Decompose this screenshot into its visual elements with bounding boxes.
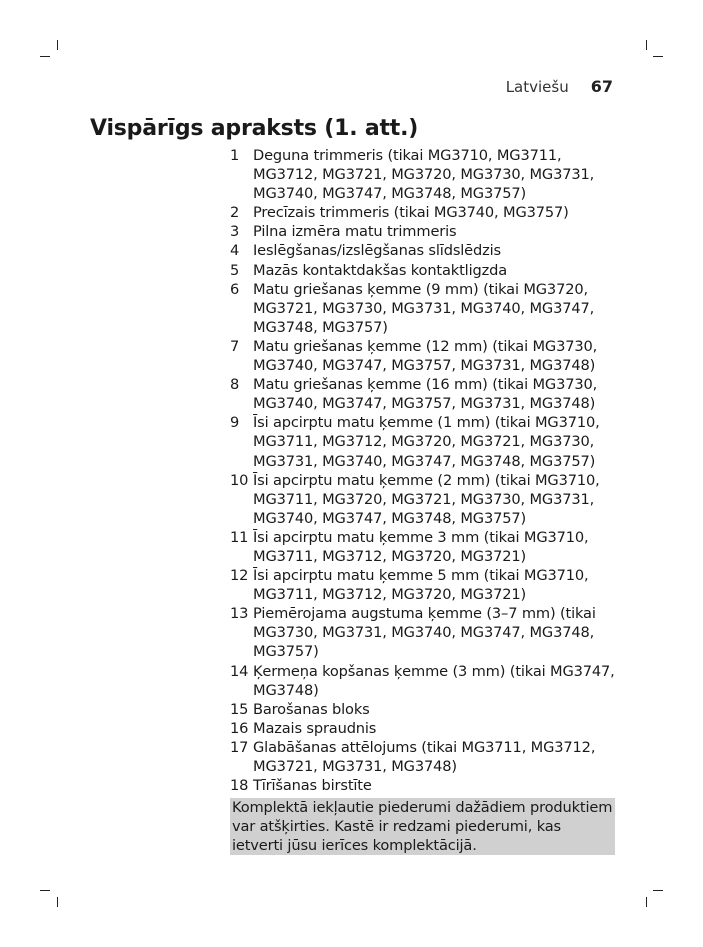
- item-text: Mazais spraudnis: [253, 719, 377, 737]
- list-item: [230, 471, 618, 528]
- item-number: 16: [230, 719, 249, 737]
- crop-mark: [653, 890, 663, 891]
- section-title: Vispārīgs apraksts (1. att.): [90, 116, 419, 141]
- crop-mark: [646, 897, 647, 907]
- list-item: [230, 776, 618, 795]
- item-text: Mazās kontaktdakšas kontaktligzda: [253, 261, 508, 279]
- crop-mark: [40, 890, 50, 891]
- item-text: Deguna trimmeris (tikai MG3710, MG3711, MG3712, MG3721, MG3720, MG3730, MG3731, MG3740, MG3747, MG3748, MG3757): [253, 147, 595, 203]
- item-text: Tīrīšanas birstīte: [253, 777, 372, 795]
- list-item: [230, 261, 618, 280]
- item-number: 11: [230, 528, 249, 546]
- item-number: 12: [230, 567, 249, 585]
- item-number: 13: [230, 605, 249, 623]
- list-item: [230, 413, 618, 470]
- item-text: Īsi apcirptu matu ķemme (2 mm) (tikai MG3710, MG3711, MG3720, MG3721, MG3730, MG3731, MG3740, MG3747, MG3748, MG3757): [253, 471, 600, 527]
- crop-mark: [57, 40, 58, 50]
- item-number: 7: [230, 337, 240, 355]
- item-number: 8: [230, 376, 240, 394]
- list-item: [230, 146, 618, 203]
- item-text: Glabāšanas attēlojums (tikai MG3711, MG3712, MG3721, MG3731, MG3748): [253, 738, 596, 775]
- item-text: Piemērojama augstuma ķemme (3–7 mm) (tikai MG3730, MG3731, MG3740, MG3747, MG3748, MG3757): [253, 605, 596, 661]
- item-text: Matu griešanas ķemme (16 mm) (tikai MG3730, MG3740, MG3747, MG3757, MG3731, MG3748): [253, 376, 598, 413]
- item-text: Īsi apcirptu matu ķemme 3 mm (tikai MG3710, MG3711, MG3712, MG3720, MG3721): [253, 528, 589, 565]
- language-label: Latviešu: [505, 78, 569, 96]
- list-item: [230, 241, 618, 260]
- item-text: Īsi apcirptu matu ķemme 5 mm (tikai MG3710, MG3711, MG3712, MG3720, MG3721): [253, 567, 589, 604]
- item-number: 17: [230, 738, 249, 756]
- list-item: [230, 528, 618, 566]
- item-number: 9: [230, 414, 240, 432]
- list-item: [230, 337, 618, 375]
- item-number: 3: [230, 223, 240, 241]
- item-number: 2: [230, 204, 240, 222]
- item-text: Barošanas bloks: [253, 700, 370, 718]
- item-text: Ķermeņa kopšanas ķemme (3 mm) (tikai MG3747, MG3748): [253, 662, 615, 699]
- page-header: [506, 77, 613, 96]
- accessories-note: Komplektā iekļautie piederumi dažādiem produktiem var atšķirties. Kastē ir redzami piederumi, kas ietverti jūsu ierīces komplektācijā.: [230, 798, 615, 855]
- item-number: 1: [230, 147, 240, 164]
- item-number: 4: [230, 242, 240, 260]
- item-text: Precīzais trimmeris (tikai MG3740, MG3757): [253, 204, 569, 222]
- list-item: [230, 662, 618, 700]
- list-item: [230, 375, 618, 413]
- item-number: 18: [230, 777, 249, 795]
- list-item: [230, 280, 618, 337]
- list-item: [230, 719, 618, 738]
- list-item: [230, 203, 618, 222]
- item-number: 10: [230, 471, 249, 489]
- item-number: 14: [230, 662, 249, 680]
- item-text: Matu griešanas ķemme (9 mm) (tikai MG3720, MG3721, MG3730, MG3731, MG3740, MG3747, MG3748, MG3757): [253, 280, 595, 336]
- item-number: 15: [230, 700, 249, 718]
- item-text: Ieslēgšanas/izslēgšanas slīdslēdzis: [253, 242, 501, 260]
- item-number: 6: [230, 280, 240, 298]
- item-text: Īsi apcirptu matu ķemme (1 mm) (tikai MG3710, MG3711, MG3712, MG3720, MG3721, MG3730, MG3731, MG3740, MG3747, MG3748, MG3757): [253, 414, 600, 470]
- list-item: [230, 222, 618, 241]
- crop-mark: [653, 56, 663, 57]
- list-item: [230, 738, 618, 776]
- item-number: 5: [230, 261, 240, 279]
- crop-mark: [646, 40, 647, 50]
- list-item: [230, 700, 618, 719]
- item-text: Matu griešanas ķemme (12 mm) (tikai MG3730, MG3740, MG3747, MG3757, MG3731, MG3748): [253, 337, 598, 375]
- item-text: Pilna izmēra matu trimmeris: [253, 223, 457, 241]
- parts-list: [230, 146, 618, 795]
- crop-mark: [40, 56, 50, 57]
- page-number: 67: [590, 77, 613, 96]
- list-item: [230, 604, 618, 661]
- crop-mark: [57, 897, 58, 907]
- list-item: [230, 566, 618, 604]
